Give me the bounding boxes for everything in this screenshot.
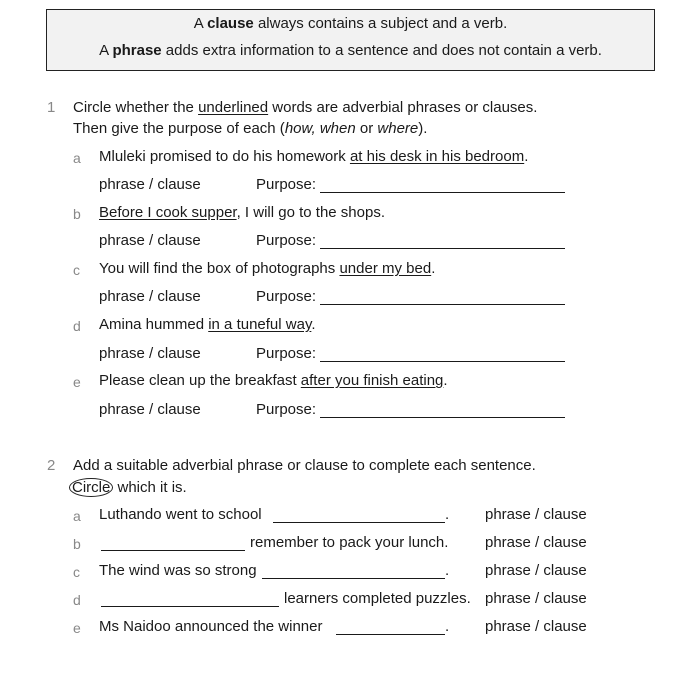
clause-definition: A clause always contains a subject and a verb. bbox=[193, 15, 508, 32]
purpose-answer-line[interactable] bbox=[320, 248, 565, 249]
item-letter: e bbox=[73, 620, 81, 636]
purpose-label: Purpose: bbox=[256, 345, 317, 362]
question-2-instruction-line-1: Add a suitable adverbial phrase or clause to complete each sentence. bbox=[73, 457, 536, 474]
item-letter: a bbox=[73, 508, 81, 524]
q2-sentence-end: learners completed puzzles. bbox=[284, 590, 471, 607]
phrase-clause-choice[interactable]: phrase / clause bbox=[485, 562, 587, 579]
item-letter: d bbox=[73, 318, 81, 334]
purpose-label: Purpose: bbox=[256, 176, 317, 193]
q2-sentence-start: The wind was so strong bbox=[99, 562, 257, 579]
phrase-clause-choice[interactable]: phrase / clause bbox=[99, 288, 201, 305]
circled-word: Circle bbox=[69, 478, 113, 497]
question-1-instruction-line-1: Circle whether the underlined words are adverbial phrases or clauses. bbox=[73, 99, 538, 116]
answer-blank[interactable] bbox=[336, 634, 445, 635]
q2-sentence-start: Luthando went to school bbox=[99, 506, 262, 523]
answer-blank[interactable] bbox=[273, 522, 445, 523]
q2-sentence-start: Ms Naidoo announced the winner bbox=[99, 618, 323, 635]
phrase-clause-choice[interactable]: phrase / clause bbox=[485, 534, 587, 551]
phrase-clause-choice[interactable]: phrase / clause bbox=[485, 506, 587, 523]
question-1-instruction-line-2: Then give the purpose of each (how, when or where). bbox=[73, 120, 428, 137]
q2-sentence-end: . bbox=[445, 506, 450, 523]
item-letter: e bbox=[73, 374, 81, 390]
q1-sentence: Please clean up the breakfast after you finish eating. bbox=[99, 372, 448, 389]
purpose-answer-line[interactable] bbox=[320, 192, 565, 193]
answer-blank[interactable] bbox=[101, 606, 279, 607]
purpose-answer-line[interactable] bbox=[320, 361, 565, 362]
definition-box bbox=[46, 9, 655, 71]
q1-sentence: Mluleki promised to do his homework at his desk in his bedroom. bbox=[99, 148, 529, 165]
phrase-clause-choice[interactable]: phrase / clause bbox=[99, 176, 201, 193]
item-letter: b bbox=[73, 206, 81, 222]
question-number: 1 bbox=[47, 99, 56, 116]
purpose-label: Purpose: bbox=[256, 288, 317, 305]
q2-sentence-end: . bbox=[445, 618, 450, 635]
phrase-clause-choice[interactable]: phrase / clause bbox=[99, 232, 201, 249]
phrase-clause-choice[interactable]: phrase / clause bbox=[485, 590, 587, 607]
item-letter: c bbox=[73, 262, 80, 278]
phrase-clause-choice[interactable]: phrase / clause bbox=[99, 401, 201, 418]
clause-keyword: clause bbox=[207, 15, 254, 32]
purpose-answer-line[interactable] bbox=[320, 417, 565, 418]
q1-sentence: Before I cook supper, I will go to the shops. bbox=[99, 204, 386, 221]
question-2-instruction-line-2: Circle which it is. bbox=[73, 478, 187, 497]
q1-sentence: Amina hummed in a tuneful way. bbox=[99, 316, 316, 333]
phrase-keyword: phrase bbox=[112, 42, 162, 59]
phrase-clause-choice[interactable]: phrase / clause bbox=[485, 618, 587, 635]
item-letter: a bbox=[73, 150, 81, 166]
question-number: 2 bbox=[47, 457, 56, 474]
purpose-label: Purpose: bbox=[256, 401, 317, 418]
phrase-clause-choice[interactable]: phrase / clause bbox=[99, 345, 201, 362]
q2-sentence-end: remember to pack your lunch. bbox=[250, 534, 449, 551]
answer-blank[interactable] bbox=[101, 550, 245, 551]
q1-sentence: You will find the box of photographs under my bed. bbox=[99, 260, 436, 277]
item-letter: d bbox=[73, 592, 81, 608]
item-letter: c bbox=[73, 564, 80, 580]
q2-sentence-end: . bbox=[445, 562, 450, 579]
phrase-definition: A phrase adds extra information to a sentence and does not contain a verb. bbox=[99, 42, 602, 59]
purpose-label: Purpose: bbox=[256, 232, 317, 249]
answer-blank[interactable] bbox=[262, 578, 445, 579]
item-letter: b bbox=[73, 536, 81, 552]
purpose-answer-line[interactable] bbox=[320, 304, 565, 305]
